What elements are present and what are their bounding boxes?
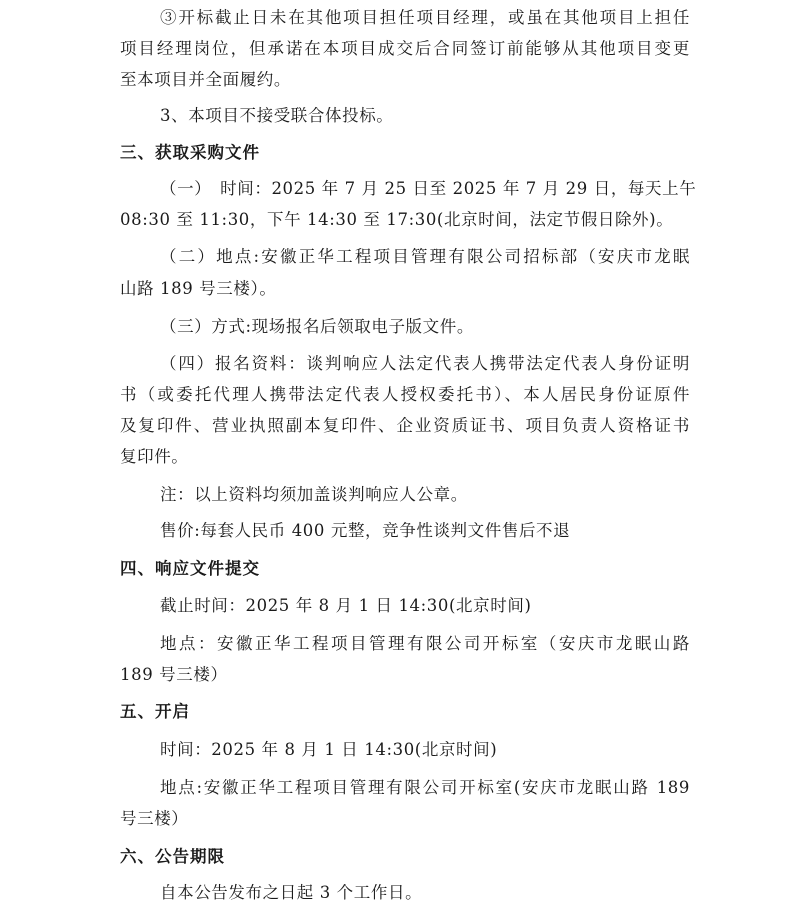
paragraph-line: 189 号三楼） xyxy=(120,665,228,684)
paragraph-line: （二）地点:安徽正华工程项目管理有限公司招标部（安庆市龙眠 xyxy=(160,247,690,266)
paragraph-line: 复印件。 xyxy=(120,447,189,466)
paragraph-line: （四）报名资料：谈判响应人法定代表人携带法定代表人身份证明 xyxy=(160,354,690,373)
paragraph-line: （一） 时间：2025 年 7 月 25 日至 2025 年 7 月 29 日，每天上午 xyxy=(160,179,697,198)
section-heading: 四、响应文件提交 xyxy=(120,559,260,578)
paragraph-line: 项目经理岗位，但承诺在本项目成交后合同签订前能够从其他项目变更 xyxy=(120,39,690,58)
paragraph-line: 地点:安徽正华工程项目管理有限公司开标室(安庆市龙眠山路 189 xyxy=(160,778,690,797)
paragraph-line: 注：以上资料均须加盖谈判响应人公章。 xyxy=(160,485,468,504)
section-heading: 三、获取采购文件 xyxy=(120,143,260,162)
section-heading: 六、公告期限 xyxy=(120,847,225,866)
paragraph-line: 书（或委托代理人携带法定代表人授权委托书）、本人居民身份证原件 xyxy=(120,385,690,404)
paragraph-line: 截止时间：2025 年 8 月 1 日 14:30(北京时间) xyxy=(160,596,532,615)
paragraph-line: 地点：安徽正华工程项目管理有限公司开标室（安庆市龙眠山路 xyxy=(160,634,690,653)
paragraph-line: 号三楼） xyxy=(120,809,189,828)
paragraph-line: 自本公告发布之日起 3 个工作日。 xyxy=(160,883,423,902)
paragraph-line: ③开标截止日未在其他项目担任项目经理，或虽在其他项目上担任 xyxy=(160,8,690,27)
paragraph-line: 及复印件、营业执照副本复印件、企业资质证书、项目负责人资格证书 xyxy=(120,416,690,435)
section-heading: 五、开启 xyxy=(120,702,190,721)
paragraph-line: 售价:每套人民币 400 元整，竞争性谈判文件售后不退 xyxy=(160,521,571,540)
paragraph-line: 山路 189 号三楼）。 xyxy=(120,279,277,298)
paragraph-line: （三）方式:现场报名后领取电子版文件。 xyxy=(160,317,474,336)
paragraph-line: 08:30 至 11:30，下午 14:30 至 17:30(北京时间，法定节假日除外)。 xyxy=(120,210,674,229)
paragraph-line: 时间：2025 年 8 月 1 日 14:30(北京时间) xyxy=(160,740,498,759)
paragraph-line: 至本项目并全面履约。 xyxy=(120,70,291,89)
paragraph-line: 3、本项目不接受联合体投标。 xyxy=(160,106,394,125)
